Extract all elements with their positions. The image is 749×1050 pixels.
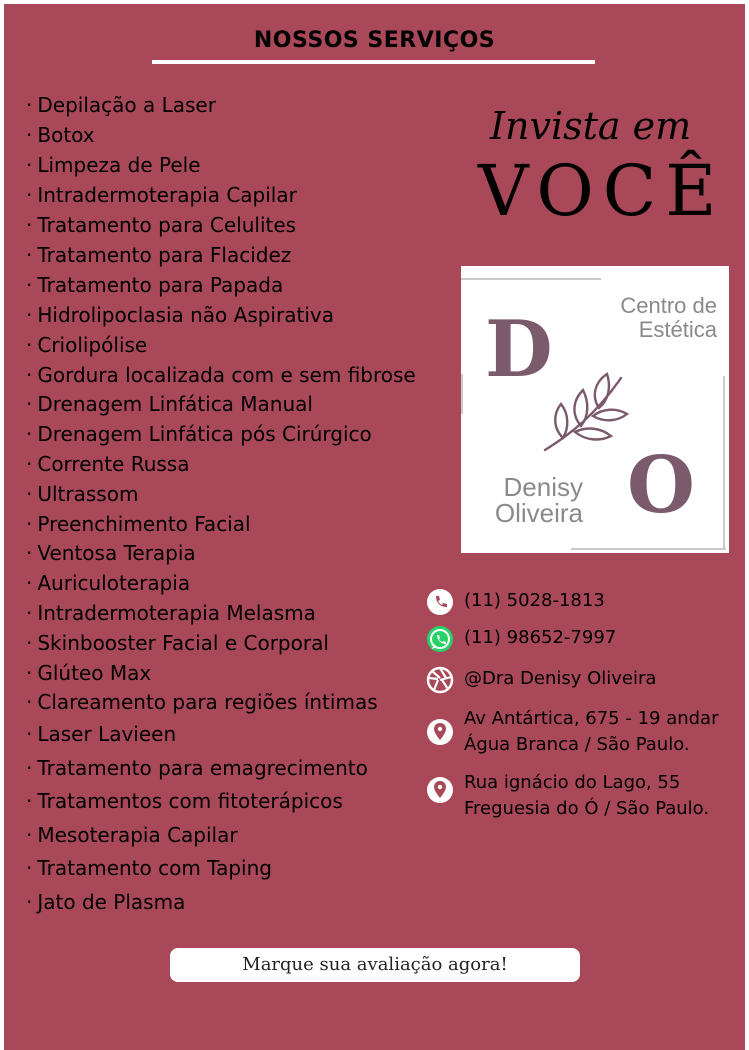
bullet-icon: · [26, 631, 33, 655]
address-2 [464, 770, 709, 822]
service-item [26, 333, 147, 357]
service-item [26, 213, 296, 237]
service-item [26, 571, 190, 595]
bullet-icon: · [26, 541, 33, 565]
bullet-icon: · [26, 123, 33, 147]
camera-shutter-icon [426, 666, 454, 694]
logo-letter-d: D [485, 304, 553, 395]
page-title: NOSSOS SERVIÇOS [253, 28, 496, 53]
bullet-icon: · [26, 183, 33, 207]
logo-frame-line [461, 374, 463, 414]
service-label: Clareamento para regiões íntimas [37, 690, 378, 714]
service-item [26, 243, 291, 267]
service-item [26, 452, 189, 476]
bullet-icon: · [26, 823, 33, 847]
service-item [26, 422, 372, 446]
service-item [26, 722, 176, 746]
service-label: Criolipólise [37, 333, 148, 357]
logo-name-line2: Oliveira [494, 498, 583, 528]
phone-number: (11) 5028-1813 [464, 590, 605, 611]
bullet-icon: · [26, 213, 33, 237]
service-label: Tratamento para Celulites [37, 213, 297, 237]
service-label: Tratamentos com fitoterápicos [37, 789, 343, 813]
service-item [26, 512, 251, 536]
service-label: Depilação a Laser [37, 93, 216, 117]
service-item [26, 789, 343, 813]
service-label: Hidrolipoclasia não Aspirativa [37, 303, 334, 327]
service-label: Limpeza de Pele [37, 153, 201, 177]
service-item [26, 690, 378, 714]
address-1-line1: Av Antártica, 675 - 19 andar [464, 708, 719, 729]
service-label: Jato de Plasma [37, 890, 186, 914]
service-item [26, 273, 283, 297]
bullet-icon: · [26, 243, 33, 267]
service-label: Intradermoterapia Melasma [37, 601, 316, 625]
bullet-icon: · [26, 333, 33, 357]
bullet-icon: · [26, 890, 33, 914]
logo-name [471, 474, 583, 526]
service-label: Tratamento com Taping [37, 856, 272, 880]
service-item [26, 183, 297, 207]
address-2-line1: Rua ignácio do Lago, 55 [464, 772, 681, 793]
bullet-icon: · [26, 422, 33, 446]
bullet-icon: · [26, 452, 33, 476]
logo-frame-line [571, 548, 726, 550]
bullet-icon: · [26, 856, 33, 880]
logo-subtitle-line2: Estética [638, 317, 717, 342]
location-pin-icon [426, 718, 454, 746]
instagram-handle: @Dra Denisy Oliveira [464, 668, 657, 689]
clinic-logo [461, 266, 729, 553]
bullet-icon: · [26, 93, 33, 117]
tagline-big: VOCÊ [478, 150, 726, 232]
bullet-icon: · [26, 789, 33, 813]
bullet-icon: · [26, 363, 33, 387]
service-label: Intradermoterapia Capilar [37, 183, 297, 207]
bullet-icon: · [26, 722, 33, 746]
service-label: Gordura localizada com e sem fibrose [37, 363, 416, 387]
bullet-icon: · [26, 661, 33, 685]
service-label: Laser Lavieen [37, 722, 177, 746]
leaf-branch-icon [541, 366, 641, 456]
address-1-line2: Água Branca / São Paulo. [464, 734, 690, 755]
bullet-icon: · [26, 153, 33, 177]
bullet-icon: · [26, 512, 33, 536]
bullet-icon: · [26, 601, 33, 625]
service-item [26, 856, 272, 880]
service-label: Ventosa Terapia [37, 541, 196, 565]
address-1 [464, 706, 719, 758]
service-item [26, 890, 185, 914]
service-item [26, 303, 334, 327]
service-label: Tratamento para Papada [37, 273, 284, 297]
logo-frame-line [723, 376, 725, 548]
bullet-icon: · [26, 273, 33, 297]
bullet-icon: · [26, 392, 33, 416]
service-label: Ultrassom [37, 482, 139, 506]
tagline-script: Invista em [490, 104, 692, 148]
logo-subtitle [593, 294, 717, 342]
service-label: Botox [37, 123, 95, 147]
logo-subtitle-line1: Centro de [620, 293, 717, 318]
service-label: Drenagem Linfática pós Cirúrgico [37, 422, 372, 446]
service-label: Glúteo Max [37, 661, 152, 685]
service-item [26, 123, 95, 147]
service-item [26, 363, 416, 387]
service-label: Drenagem Linfática Manual [37, 392, 313, 416]
service-label: Skinbooster Facial e Corporal [37, 631, 329, 655]
location-pin-icon [426, 776, 454, 804]
service-item [26, 823, 238, 847]
service-label: Preenchimento Facial [37, 512, 251, 536]
service-item [26, 153, 201, 177]
address-2-line2: Freguesia do Ó / São Paulo. [464, 798, 710, 819]
whatsapp-icon [426, 625, 454, 653]
service-item [26, 392, 313, 416]
book-appointment-button[interactable]: Marque sua avaliação agora! [170, 948, 580, 982]
logo-letter-o: O [627, 440, 695, 531]
whatsapp-number: (11) 98652-7997 [464, 627, 617, 648]
service-label: Corrente Russa [37, 452, 190, 476]
service-label: Mesoterapia Capilar [37, 823, 238, 847]
logo-frame-line [461, 278, 601, 280]
bullet-icon: · [26, 482, 33, 506]
service-label: Tratamento para emagrecimento [37, 756, 368, 780]
bullet-icon: · [26, 303, 33, 327]
service-label: Auriculoterapia [37, 571, 191, 595]
service-item [26, 661, 151, 685]
service-item [26, 601, 316, 625]
title-underline [152, 60, 595, 64]
bullet-icon: · [26, 690, 33, 714]
phone-icon [426, 588, 454, 616]
service-label: Tratamento para Flacidez [37, 243, 292, 267]
bullet-icon: · [26, 571, 33, 595]
service-item [26, 756, 368, 780]
service-item [26, 631, 329, 655]
logo-name-line1: Denisy [503, 472, 583, 502]
bullet-icon: · [26, 756, 33, 780]
service-item [26, 541, 196, 565]
service-item [26, 482, 138, 506]
service-item [26, 93, 216, 117]
